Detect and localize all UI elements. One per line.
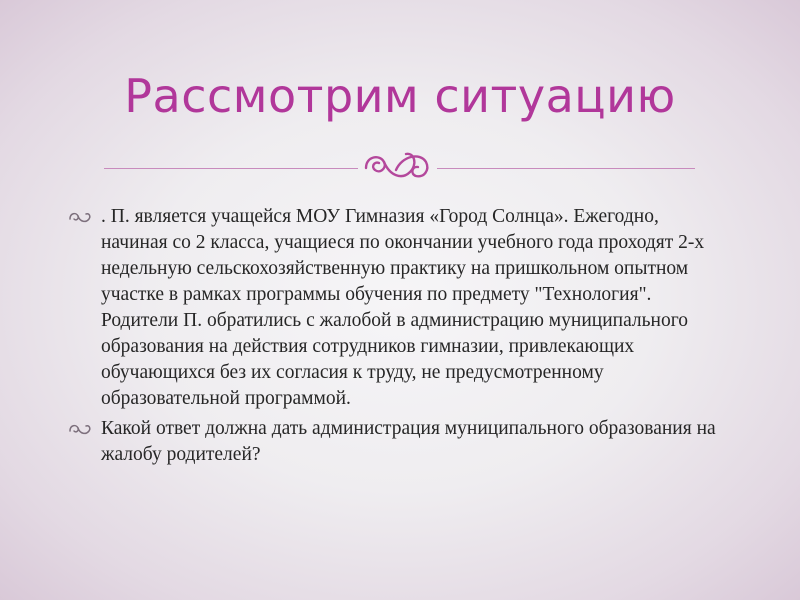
bullet-text: Какой ответ должна дать администрация муниципального образования на жалобу родителей? (101, 418, 716, 465)
bullet-text: . П. является учащейся МОУ Гимназия «Город Солнца». Ежегодно, начиная со 2 класса, учащиеся по окончании учебного года проходят 2-х недельную сельскохозяйственную практику на пришкольном опытном участке в рамках программы обучения по предмету "Технология". Родители П. обратились с жалобой в администрацию муниципального образования на действия сотрудников гимназии, привлекающих обучающихся без их согласия к труду, не предусмотренному образовательной программой. (101, 206, 705, 409)
flourish-icon (360, 146, 436, 186)
curl-bullet-icon (68, 422, 92, 436)
title-divider-right (437, 168, 695, 169)
bullet-item (68, 416, 728, 468)
title-divider-left (104, 168, 358, 169)
bullet-list (68, 204, 728, 472)
slide-title: Рассмотрим ситуацию (124, 69, 676, 123)
curl-bullet-icon (68, 210, 92, 224)
bullet-item (68, 204, 728, 412)
